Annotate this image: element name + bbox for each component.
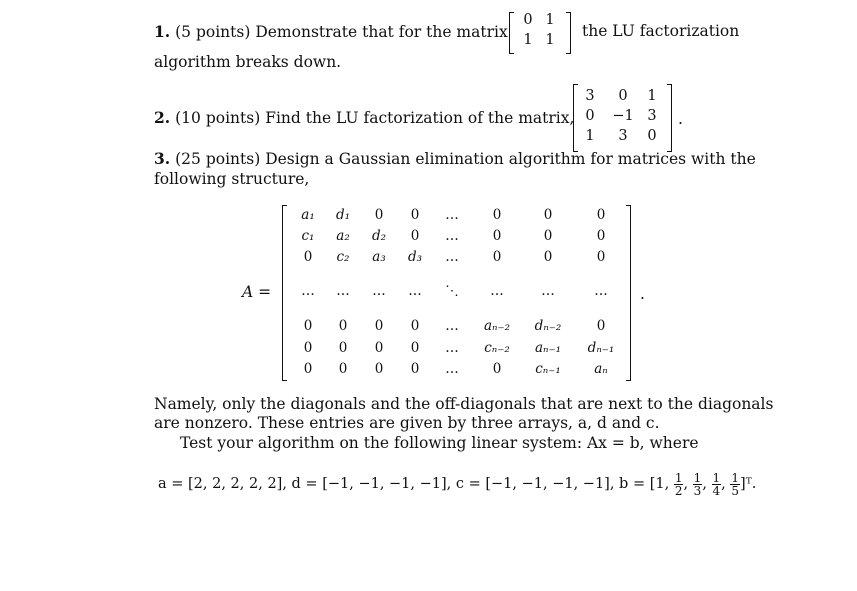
tridiagonal-matrix-cell: 0 bbox=[543, 228, 553, 244]
problem-1-text-before: Demonstrate that for the matrix bbox=[255, 23, 508, 41]
problem-1-matrix-right-bracket bbox=[566, 12, 571, 54]
tridiagonal-matrix-cell: … bbox=[445, 228, 459, 244]
problem-3-points: (25 points) bbox=[175, 150, 261, 168]
tridiagonal-matrix-cell: … bbox=[445, 361, 459, 377]
tridiagonal-matrix-cell: … bbox=[408, 283, 422, 299]
tridiagonal-matrix-cell: 0 bbox=[410, 318, 420, 334]
tridiagonal-matrix-cell: 0 bbox=[303, 318, 313, 334]
b-fraction-numerator: 1 bbox=[674, 470, 683, 485]
arrays-line bbox=[158, 470, 756, 498]
tridiagonal-matrix-cell: 0 bbox=[492, 361, 502, 377]
tridiagonal-matrix-cell: aₙ₋₁ bbox=[534, 340, 562, 356]
tridiagonal-matrix-cell: 0 bbox=[374, 207, 384, 223]
tridiagonal-matrix-cell: 0 bbox=[410, 207, 420, 223]
problem-1-matrix-cell: 0 bbox=[523, 12, 533, 28]
tridiagonal-matrix-cell: … bbox=[336, 283, 350, 299]
problem-2-line bbox=[154, 108, 574, 127]
tridiagonal-matrix-cell: … bbox=[372, 283, 386, 299]
tridiagonal-matrix-cell: c₁ bbox=[301, 228, 315, 244]
problem-1-line-1 bbox=[154, 22, 508, 41]
tridiagonal-matrix-cell: … bbox=[445, 207, 459, 223]
problem-2-points: (10 points) bbox=[175, 109, 261, 127]
tridiagonal-matrix-right-bracket bbox=[626, 205, 631, 381]
tridiagonal-matrix-cell: 0 bbox=[596, 228, 606, 244]
problem-2-matrix-cell: −1 bbox=[612, 108, 634, 124]
problem-3-text-line-1: Design a Gaussian elimination algorithm for matrices with the bbox=[265, 150, 756, 168]
problem-2-matrix-cell: 3 bbox=[618, 128, 628, 144]
problem-1-matrix-cell: 1 bbox=[523, 32, 533, 48]
b-fraction-denominator: 5 bbox=[731, 483, 740, 498]
tridiagonal-matrix-cell: 0 bbox=[596, 207, 606, 223]
tridiagonal-matrix-cell: a₃ bbox=[372, 249, 386, 265]
tridiagonal-matrix-cell: … bbox=[445, 318, 459, 334]
problem-1-matrix-cell: 1 bbox=[545, 32, 555, 48]
b-fraction-numerator: 1 bbox=[712, 470, 721, 485]
tridiagonal-matrix-cell: … bbox=[594, 283, 608, 299]
tridiagonal-matrix-cell: 0 bbox=[410, 228, 420, 244]
tridiagonal-matrix-cell: 0 bbox=[410, 361, 420, 377]
arrays-end: ]ᵀ. bbox=[740, 476, 757, 492]
problem-3-line-1 bbox=[154, 149, 756, 168]
tridiagonal-matrix-cell: 0 bbox=[492, 228, 502, 244]
tridiagonal-matrix-cell: a₂ bbox=[336, 228, 350, 244]
b-fraction-denominator: 4 bbox=[712, 483, 721, 498]
problem-2-matrix-cell: 0 bbox=[618, 88, 628, 104]
tridiagonal-matrix-cell: 0 bbox=[338, 318, 348, 334]
b-fractions: $\frac{1}{2}$ , $\frac{1}{3}$ , $\frac{1}{4}$ , $\frac{1}{5}$ bbox=[674, 470, 740, 498]
tridiagonal-matrix-end-punct: . bbox=[640, 285, 645, 303]
tridiagonal-matrix-cell: … bbox=[445, 340, 459, 356]
problem-1-text-after: the LU factorization bbox=[582, 22, 740, 40]
tridiagonal-matrix-cell: 0 bbox=[303, 340, 313, 356]
tridiagonal-matrix-cell: 0 bbox=[596, 318, 606, 334]
problem-1-matrix-cell: 1 bbox=[545, 12, 555, 28]
b-fraction bbox=[674, 472, 684, 497]
problem-2-matrix-cell: 0 bbox=[585, 108, 595, 124]
tridiagonal-matrix-cell: 0 bbox=[492, 207, 502, 223]
tridiagonal-matrix-left-bracket bbox=[282, 205, 287, 381]
tridiagonal-matrix-cell: 0 bbox=[338, 361, 348, 377]
tridiagonal-matrix-cell: cₙ₋₁ bbox=[535, 361, 561, 377]
problem-1-line-2: algorithm breaks down. bbox=[154, 53, 342, 71]
tridiagonal-matrix-cell: 0 bbox=[374, 318, 384, 334]
b-fraction-numerator: 1 bbox=[731, 470, 740, 485]
tridiagonal-matrix-cell: … bbox=[490, 283, 504, 299]
b-fraction-denominator: 3 bbox=[693, 483, 702, 498]
problem-2-matrix-cell: 1 bbox=[647, 88, 657, 104]
tridiagonal-matrix-cell: 0 bbox=[492, 249, 502, 265]
tridiagonal-matrix-cell: d₂ bbox=[371, 228, 387, 244]
problem-3-line-2: following structure, bbox=[154, 170, 310, 188]
tridiagonal-matrix-cell: 0 bbox=[410, 340, 420, 356]
problem-1-number: 1. bbox=[154, 22, 171, 41]
tridiagonal-matrix-cell: dₙ₋₂ bbox=[534, 318, 562, 334]
tridiagonal-matrix-cell: aₙ bbox=[594, 361, 608, 377]
b-fraction bbox=[712, 472, 722, 497]
problem-2-text: Find the LU factorization of the matrix, bbox=[265, 109, 575, 127]
problem-2-matrix-right-bracket bbox=[667, 84, 672, 152]
problem-3-number: 3. bbox=[154, 149, 171, 168]
problem-2-end-punct: . bbox=[678, 110, 683, 128]
tridiagonal-matrix-cell: 0 bbox=[303, 249, 313, 265]
namely-line-1: Namely, only the diagonals and the off-diagonals that are next to the diagonals bbox=[154, 395, 774, 413]
tridiagonal-matrix-cell: a₁ bbox=[301, 207, 315, 223]
tridiagonal-matrix-cell: 0 bbox=[374, 361, 384, 377]
matrix-a-label: A = bbox=[242, 283, 272, 301]
namely-line-2: are nonzero. These entries are given by three arrays, a, d and c. bbox=[154, 414, 660, 432]
tridiagonal-matrix-cell: … bbox=[445, 249, 459, 265]
tridiagonal-matrix-cell: … bbox=[301, 283, 315, 299]
problem-1-points: (5 points) bbox=[175, 23, 251, 41]
b-fraction-numerator: 1 bbox=[693, 470, 702, 485]
tridiagonal-matrix-cell: d₁ bbox=[335, 207, 351, 223]
tridiagonal-matrix-cell: 0 bbox=[338, 340, 348, 356]
b-fraction-denominator: 2 bbox=[674, 483, 683, 498]
problem-2-matrix-cell: 0 bbox=[647, 128, 657, 144]
problem-2-matrix-cell: 3 bbox=[647, 108, 657, 124]
tridiagonal-matrix-cell: 0 bbox=[374, 340, 384, 356]
tridiagonal-matrix-cell: cₙ₋₂ bbox=[484, 340, 510, 356]
tridiagonal-matrix-cell: dₙ₋₁ bbox=[587, 340, 615, 356]
tridiagonal-matrix-cell: c₂ bbox=[336, 249, 350, 265]
problem-2-matrix-cell: 3 bbox=[585, 88, 595, 104]
tridiagonal-matrix-cell: aₙ₋₂ bbox=[483, 318, 511, 334]
tridiagonal-matrix-cell: d₃ bbox=[407, 249, 423, 265]
arrays-text: a = [2, 2, 2, 2, 2], d = [−1, −1, −1, −1], c = [−1, −1, −1, −1], b = [1, bbox=[158, 476, 670, 492]
b-fraction bbox=[730, 472, 740, 497]
b-fraction bbox=[693, 472, 703, 497]
problem-2-matrix-cell: 1 bbox=[585, 128, 595, 144]
tridiagonal-matrix-cell: 0 bbox=[303, 361, 313, 377]
tridiagonal-matrix-cell: … bbox=[541, 283, 555, 299]
problem-2-number: 2. bbox=[154, 108, 171, 127]
tridiagonal-matrix-cell: 0 bbox=[543, 249, 553, 265]
tridiagonal-matrix-cell: ⋱ bbox=[445, 283, 459, 299]
test-line: Test your algorithm on the following linear system: Ax = b, where bbox=[180, 434, 699, 452]
tridiagonal-matrix-cell: 0 bbox=[543, 207, 553, 223]
tridiagonal-matrix-cell: 0 bbox=[596, 249, 606, 265]
